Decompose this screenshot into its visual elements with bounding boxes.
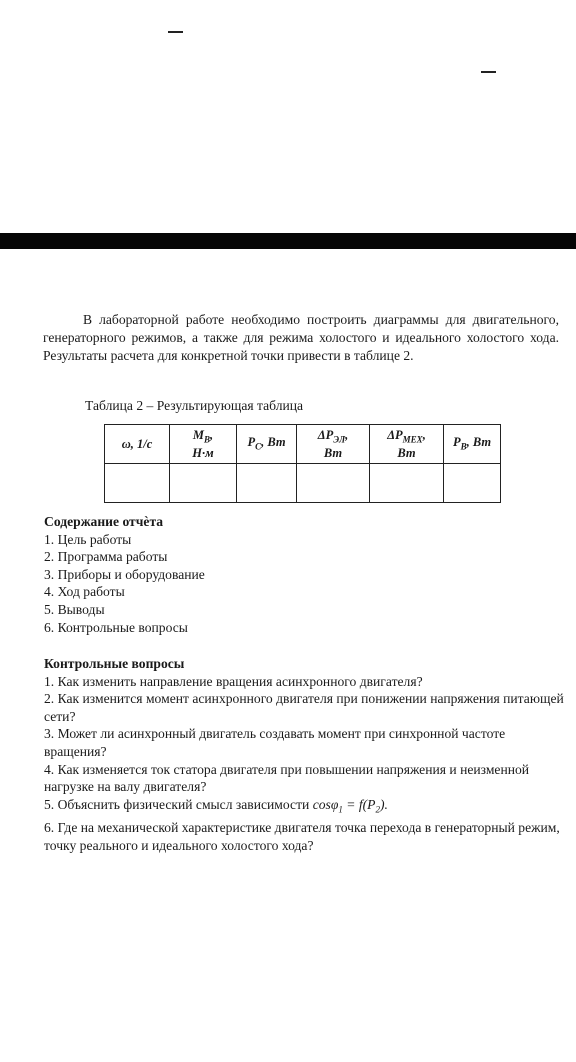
table-header-row — [105, 425, 501, 464]
table-cell — [297, 464, 370, 503]
table-cell — [237, 464, 297, 503]
dash-mark — [481, 71, 496, 73]
table-cell — [370, 464, 444, 503]
report-contents-title: Содержание отчѐта — [44, 514, 164, 529]
control-questions-section — [44, 655, 564, 854]
table-cell — [105, 464, 170, 503]
page-separator-bar — [0, 233, 576, 249]
list-item: 4. Как изменяется ток статора двигателя при повышении напряжения и неизменной нагрузке на валу двигателя? — [44, 761, 530, 795]
intro-paragraph: В лабораторной работе необходимо построить диаграммы для двигательного, генераторного режимов, а также для режима холостого и идеального холостого хода. Результаты расчета для конкретной точки привести в таблице 2. — [43, 312, 559, 363]
header-delta-p-mech: $\Delta P_{МЕХ}$, Вт — [370, 425, 444, 464]
header-omega: ω, 1/с — [105, 425, 170, 464]
list-item: 1. Цель работы — [44, 531, 132, 547]
control-questions-list — [44, 673, 564, 855]
list-item: 1. Как изменить направление вращения асинхронного двигателя? — [44, 673, 423, 689]
list-item: 5. Объяснить физический смысл зависимости $\cos\varphi_1 = f(P_2)$. — [44, 796, 388, 815]
list-item: 6. Контрольные вопросы — [44, 619, 188, 635]
table-caption: Таблица 2 – Результирующая таблица — [85, 398, 304, 413]
list-item: 3. Приборы и оборудование — [44, 566, 205, 582]
report-contents-section — [44, 513, 564, 636]
dash-mark — [168, 31, 183, 33]
control-questions-title: Контрольные вопросы — [44, 656, 185, 671]
report-contents-list — [44, 531, 564, 637]
list-item: 2. Как изменится момент асинхронного двигателя при понижении напряжения питающей сети? — [44, 691, 564, 724]
header-moment: $M_В$, Н·м — [170, 425, 237, 464]
header-power-c: $P_С$, Вт — [237, 425, 297, 464]
header-power-b: $P_В$, Вт — [444, 425, 501, 464]
list-item: 6. Где на механической характеристике двигателя точка перехода в генераторный режим, точку реального и идеального холостого хода? — [44, 820, 560, 853]
list-item: 2. Программа работы — [44, 549, 168, 565]
formula: $\cos\varphi_1 = f(P_2)$. — [312, 796, 388, 815]
header-delta-p-el: $\Delta P_{ЭЛ}$, Вт — [297, 425, 370, 464]
list-item: 4. Ход работы — [44, 584, 125, 600]
list-item: 3. Может ли асинхронный двигатель создавать момент при синхронной частоте вращения? — [44, 726, 506, 759]
table-row — [105, 464, 501, 503]
table-cell — [444, 464, 501, 503]
list-item: 5. Выводы — [44, 601, 105, 617]
table-cell — [170, 464, 237, 503]
results-table — [104, 424, 501, 503]
